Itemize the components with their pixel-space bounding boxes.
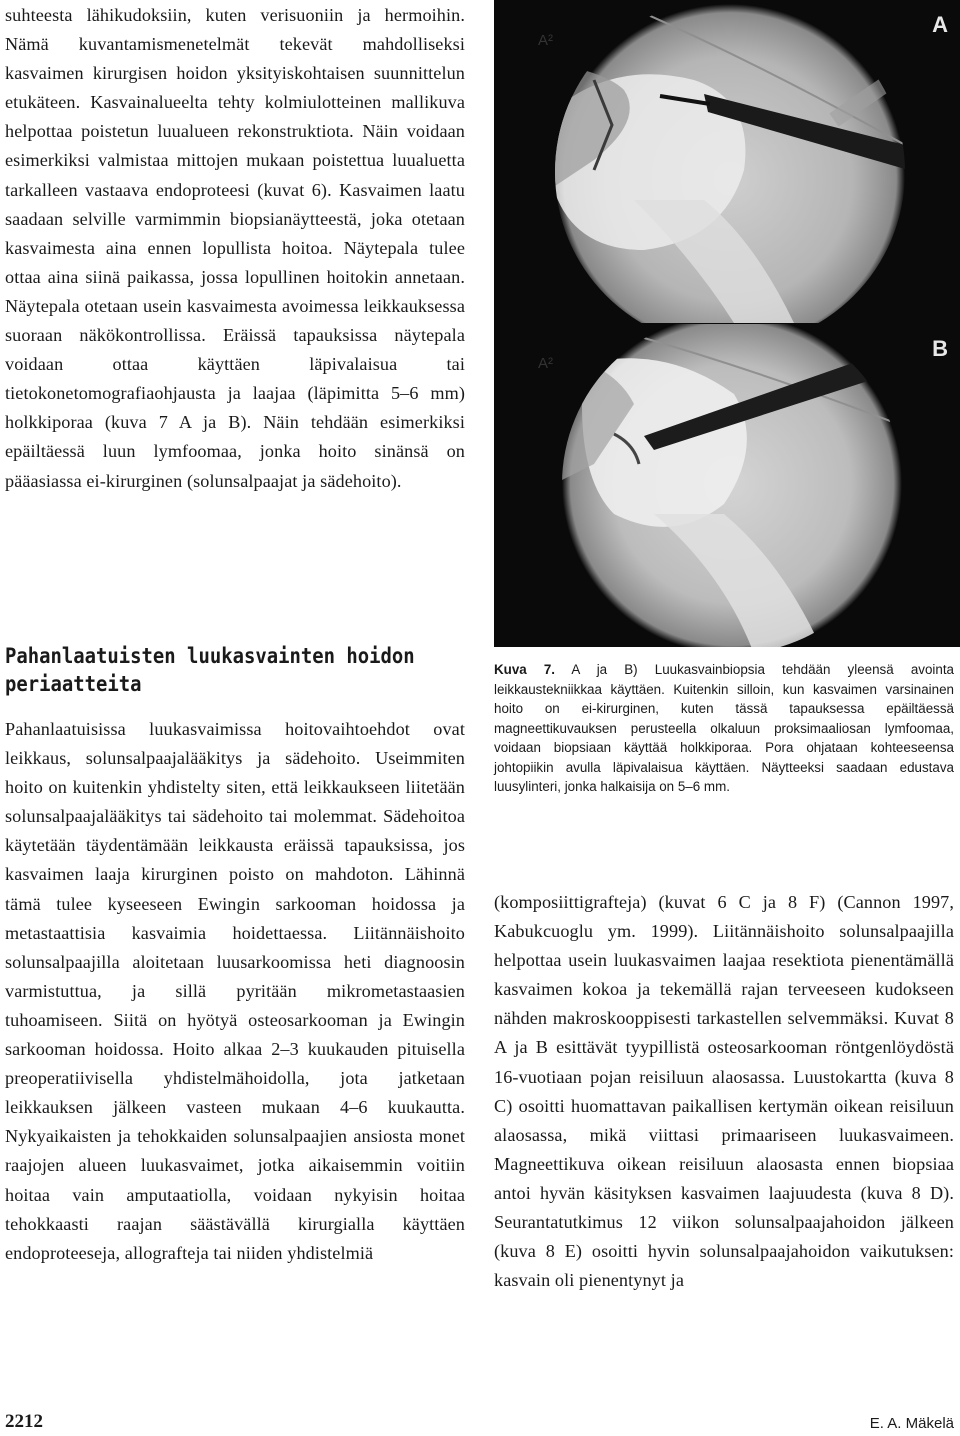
panel-b-label: B bbox=[932, 336, 948, 361]
xray-panel-b bbox=[494, 324, 960, 647]
section-heading: Pahanlaatuisten luukasvainten hoidon periaatteita bbox=[5, 644, 415, 696]
body-paragraph-top: suhteesta lähikudoksiin, kuten verisuoniin ja hermoihin. Nämä kuvantamismenetelmät tekevät mahdolliseksi kasvaimen kirurgisen hoidon yksityiskohtaisen suunnittelun etukäteen. Kasvainalueelta tehty kolmiulotteinen mallikuva helpottaa poistetun luualueen rekonstruktiota. Näin voidaan esimerkiksi valmistaa mittojen mukaan poistettua luualuetta tarkalleen vastaava endoproteesi (kuvat 6). Kasvaimen laatu saadaan selville varmimmin biopsianäytteestä, joka otetaan kasvaimesta aina ennen lopullista hoitoa. Näytepala tulee ottaa aina siinä paikassa, jossa lopullinen hoitokin annetaan. Näytepala otetaan usein kasvaimesta avoimessa leikkauksessa suoraan näkökontrollissa. Eräissä tapauksissa näytepala voidaan ottaa käyttäen läpivalaisua tai tietokonetomografiaohjausta ja laajaa (läpimitta 5–6 mm) holkkiporaa (kuva 7 A ja B). Näin tehdään esimerkiksi epäiltäessä luun lymfoomaa, jonka hoito sinänsä on pääasiassa ei-kirurginen (solunsalpaajat ja sädehoito). bbox=[5, 5, 465, 491]
author-name: E. A. Mäkelä bbox=[869, 1415, 954, 1432]
xray-figure bbox=[494, 0, 960, 647]
body-paragraph-left: Pahanlaatuisissa luukasvaimissa hoitovaihtoehdot ovat leikkaus, solunsalpaajalääkitys ja sädehoito. Useimmiten hoito on kuitenkin yhdistelty siten, että leikkaukseen liitetään solunsalpaajalääkitys tai sädehoito tai molemmat. Sädehoitoa käytetään täydentämään leikkausta eräissä tapauksissa, jos kasvaimen laaja kirurginen poisto on mahdoton. Lähinnä tämä tulee kyseeseen Ewingin sarkooman hoidossa ja metastaattisia kasvaimia hoidettaessa. Liitännäishoito solunsalpaajilla aloitetaan luusarkoomissa heti diagnoosin varmistuttua, ja sillä pyritään mikrometastaasien tuhoamiseen. Siitä on hyötyä osteosarkooman ja Ewingin sarkooman hoidossa. Hoito alkaa 2–3 kuukauden pituisella preoperatiivisella yhdistelmähoidolla, jota jatketaan leikkauksen jälkeen vasteen mukaan 4–6 kuukautta. Nykyaikaisten ja tehokkaiden solunsalpaajien ansiosta monet raajojen alueen luukasvaimet, jotka aikaisemmin voitiin hoitaa vain amputaatiolla, voidaan nykyisin hoitaa tehokkaasti raajan säästävällä kirurgialla käyttäen endoproteeseja, allografteja tai niiden yhdistelmiä bbox=[5, 719, 465, 1263]
caption-text: A ja B) Luukasvainbiopsia tehdään yleensä avointa leikkaustekniikkaa käyttäen. Kuitenkin silloin, kun kasvaimen varsinainen hoito on ei-kirurginen, kuten tässä tapauksessa epäiltäessä magneettikuvauksen perusteella olkaluun proksimaaliosan lymfoomaa, voidaan biopsiaan käyttää holkkiporaa. Pora ohjataan kohteeseensa johtopiikin avulla läpivalaisua käyttäen. Näytteeksi saadaan edustava luusylinteri, jonka halkaisija on 5–6 mm. bbox=[494, 662, 954, 794]
xray-panel-a bbox=[494, 0, 960, 323]
marker-b: A² bbox=[538, 355, 553, 372]
figure-caption bbox=[494, 660, 954, 797]
xray-image-b bbox=[494, 324, 960, 647]
panel-a-label: A bbox=[932, 12, 948, 37]
caption-label: Kuva 7. bbox=[494, 662, 556, 677]
marker-a: A² bbox=[538, 32, 553, 49]
xray-image-a bbox=[494, 0, 960, 323]
body-paragraph-right: (komposiittigrafteja) (kuvat 6 C ja 8 F) (Cannon 1997, Kabukcuoglu ym. 1999). Liitännäishoito solunsalpaajilla helpottaa usein luukasvaimen laajaa resektiota pienentämällä kasvaimen kokoa ja tekemällä rajan terveeseen kudokseen nähden makroskooppisesti tarkastellen selvemmäksi. Kuvat 8 A ja B esittävät tyypillistä osteosarkooman röntgenlöydöstä 16-vuotiaan pojan reisiluun alaosassa. Luustokartta (kuva 8 C) osoitti huomattavan paikallisen kertymän oikean reisiluun alaosassa, mikä viittasi primaariseen luukasvaimeen. Magneettikuva oikean reisiluun alaosasta ennen biopsiaa antoi hyvän käsityksen kasvaimen laajuudesta (kuva 8 D). Seurantatutkimus 12 viikon solunsalpaajahoidon jälkeen (kuva 8 E) osoitti hyvin solunsalpaajahoidon vaikutuksen: kasvain oli pienentynyt ja bbox=[494, 892, 954, 1291]
page-number: 2212 bbox=[5, 1411, 43, 1432]
